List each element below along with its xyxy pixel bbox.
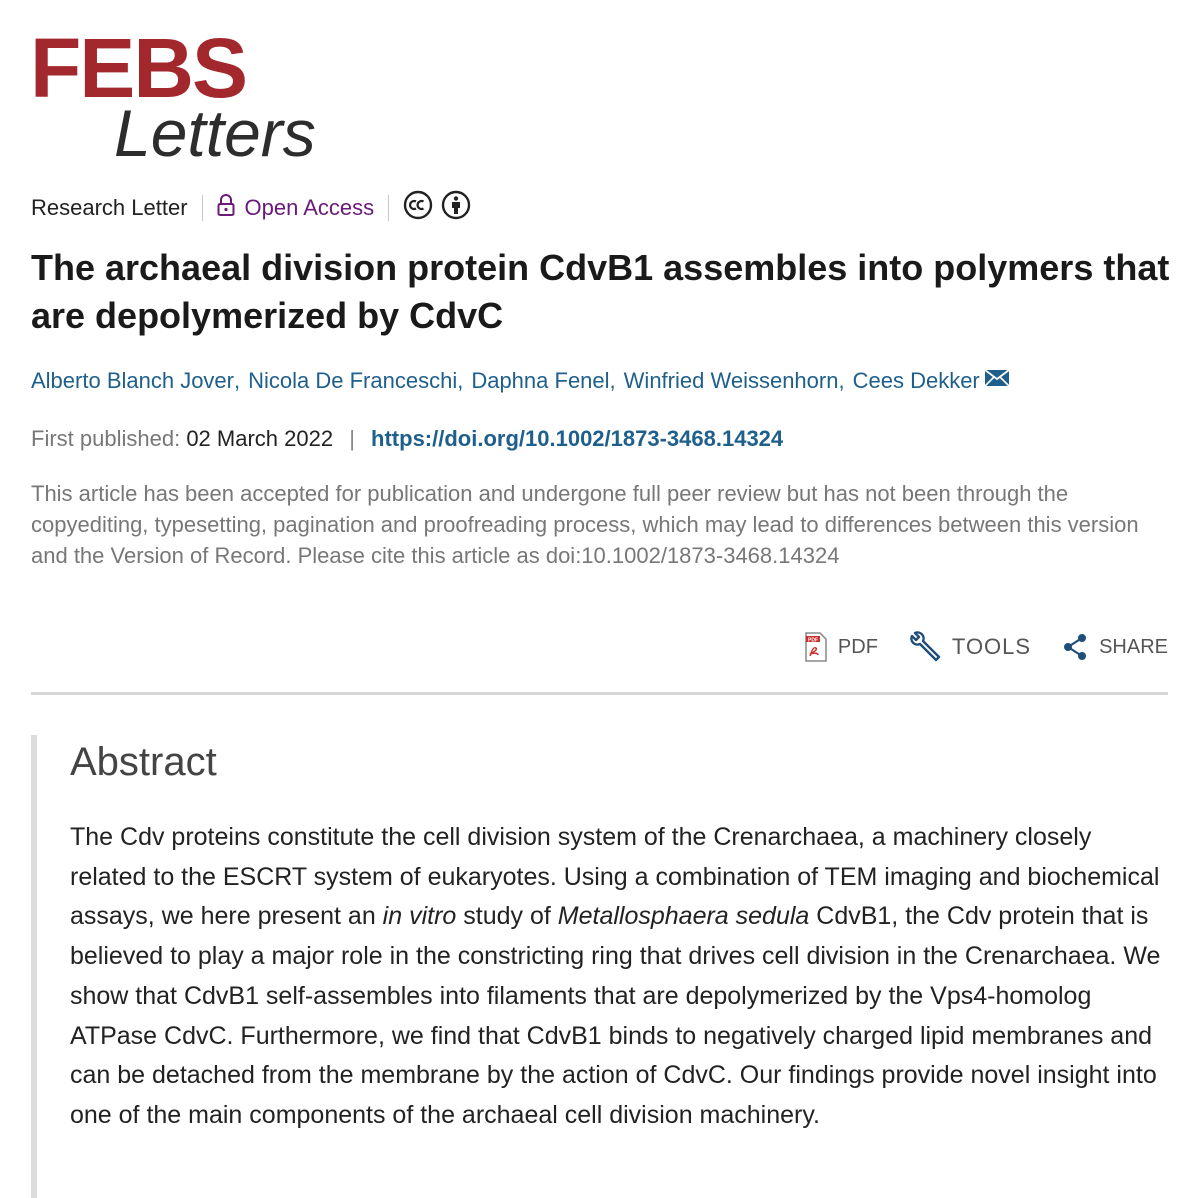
abstract-text-part: CdvB1, the Cdv protein that is believed to play a major role in the constricting ring that drives cell division in the Crenarchaea. We show that CdvB1 self-assembles into filaments that are depolymerized by the Vps4-homolog ATPase CdvC. Furthermore, we find that CdvB1 binds to negatively charged lipid membranes and can be detached from the membrane by the action of CdvC. Our findings provide novel insight into one of the main components of the archaeal cell division machinery. xyxy=(70,902,1161,1129)
doi-link[interactable]: https://doi.org/10.1002/1873-3468.14324 xyxy=(371,426,784,451)
tools-label: TOOLS xyxy=(951,634,1032,659)
pdf-button[interactable] xyxy=(804,632,878,662)
author-separator: , xyxy=(609,368,616,393)
svg-text:PDF: PDF xyxy=(807,637,818,644)
pdf-icon xyxy=(804,632,828,662)
article-toolbar xyxy=(774,630,1168,664)
abstract-italic-term: in vitro xyxy=(382,902,457,931)
published-date: 02 March 2022 xyxy=(186,426,334,451)
envelope-icon[interactable] xyxy=(984,364,1010,398)
abstract-sidebar-bar xyxy=(31,735,37,1198)
divider xyxy=(388,195,389,221)
logo-febs: FEBS xyxy=(30,21,247,115)
tools-button[interactable] xyxy=(908,630,1031,664)
share-label: SHARE xyxy=(1099,635,1168,658)
author-link[interactable]: Alberto Blanch Jover xyxy=(31,368,234,393)
share-icon xyxy=(1061,632,1089,662)
author-separator: , xyxy=(457,368,464,393)
published-separator: | xyxy=(349,426,355,451)
logo-letters: Letters xyxy=(114,96,316,170)
article-type: Research Letter xyxy=(31,195,188,220)
wrench-icon xyxy=(908,630,942,664)
published-label: First published: xyxy=(31,426,181,451)
license-icons[interactable] xyxy=(403,190,471,226)
accepted-notice: This article has been accepted for publication and undergone full peer review but has not been through the copyediting, typesetting, pagination and proofreading process, which may lead to differences between this version and the Version of Record. Please cite this article as doi:10.1002/1873-3468.14324 xyxy=(31,481,1139,568)
abstract-italic-term: Metallosphaera sedula xyxy=(557,902,810,931)
section-divider xyxy=(31,692,1168,695)
author-separator: , xyxy=(838,368,845,393)
author-list xyxy=(31,364,1010,398)
creative-commons-icon xyxy=(403,190,433,226)
divider xyxy=(202,195,203,221)
attribution-icon xyxy=(441,190,471,226)
article-meta-row xyxy=(31,190,471,226)
author-link[interactable]: Daphna Fenel xyxy=(471,368,610,393)
lock-icon xyxy=(217,194,235,222)
author-link[interactable]: Cees Dekker xyxy=(852,368,980,393)
open-access-label: Open Access xyxy=(244,195,375,220)
journal-logo[interactable] xyxy=(30,21,316,170)
abstract-text-part: study of xyxy=(456,902,558,931)
share-button[interactable] xyxy=(1061,632,1168,662)
abstract-heading: Abstract xyxy=(70,740,217,784)
publication-info xyxy=(31,422,783,456)
abstract-text xyxy=(70,818,1170,1136)
author-link[interactable]: Winfried Weissenhorn xyxy=(623,368,839,393)
author-link[interactable]: Nicola De Franceschi xyxy=(248,368,458,393)
open-access-badge xyxy=(217,194,375,222)
article-title: The archaeal division protein CdvB1 assembles into polymers that are depolymerized by CdvC xyxy=(31,247,1170,336)
abstract-text-part: The Cdv proteins constitute the cell division system of the Crenarchaea, a machinery closely related to the ESCRT system of eukaryotes. Using a combination of TEM imaging and biochemical assays, we here present an xyxy=(70,823,1160,931)
pdf-label: PDF xyxy=(837,635,878,658)
author-separator: , xyxy=(234,368,241,393)
